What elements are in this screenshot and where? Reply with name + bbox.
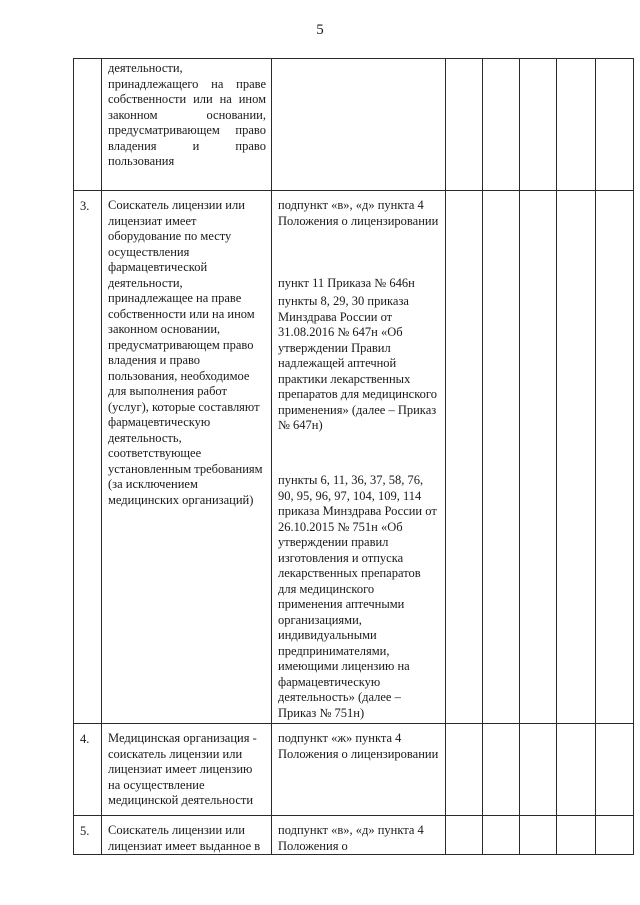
answer-cell [483,191,520,724]
row-number: 4. [80,732,90,746]
answer-cell [520,816,557,855]
reference-text: подпункт «в», «д» пункта 4 Положения о лицензировании [278,198,439,228]
reference-text: пункты 6, 11, 36, 37, 58, 76, 90, 95, 96, 97, 104, 109, 114 приказа Минздрава России от 26.10.2015 № 751н «Об утверждении правил изготовления и отпуска лекарственных препаратов для медицинского применения аптечными организациями, индивидуальными предпринимателями, имеющими лицензию на фармацевтическую деятельность» (далее – Приказ № 751н) [278,473,437,720]
table-row [74,59,634,191]
answer-cell [557,816,596,855]
answer-cell [446,724,483,816]
answer-cell [446,59,483,191]
number-cell [74,816,102,855]
requirement-line: законном основании, [108,107,266,122]
answer-cell [520,59,557,191]
reference-text: подпункт «ж» пункта 4 Положения о лицензировании [278,731,439,761]
number-cell [74,724,102,816]
checklist-table [73,58,634,855]
answer-cell [483,59,520,191]
notes-cell [596,59,634,191]
answer-cell [520,191,557,724]
requirement-line: предусматривающем право [108,123,266,137]
requirement-line: деятельности, [108,61,183,75]
answer-cell [557,724,596,816]
requirement-text: Соискатель лицензии или лицензиат имеет выданное в [108,823,261,853]
number-cell [74,59,102,191]
reference-text: пункт 11 Приказа № 646н [278,276,415,290]
page-number: 5 [316,22,324,38]
requirement-line: собственности или на ином [108,92,266,106]
reference-cell [272,724,446,816]
answer-cell [483,816,520,855]
table-row [74,816,634,855]
number-cell [74,191,102,724]
reference-cell [272,59,446,191]
notes-cell [596,191,634,724]
notes-cell [596,816,634,855]
answer-cell [483,724,520,816]
table-row [74,724,634,816]
reference-cell [272,191,446,724]
reference-text: подпункт «в», «д» пункта 4 Положения о [278,823,424,853]
requirement-cell [102,59,272,191]
table-row [74,191,634,724]
answer-cell [520,724,557,816]
row-number: 3. [80,199,90,213]
requirement-cell [102,191,272,724]
requirement-text: Соискатель лицензии или лицензиат имеет оборудование по месту осуществления фармацевтической деятельности, принадлежащее на праве собственности или на ином законном основании, предусматривающем право владения и право пользования, необходимое для выполнения работ (услуг), которые составляют фармацевтическую деятельность, соответствующее установленным требованиям (за исключением медицинских организаций) [108,198,263,507]
row-number: 5. [80,824,90,838]
requirement-line: принадлежащего на праве [108,76,266,91]
reference-cell [272,816,446,855]
answer-cell [446,191,483,724]
requirement-cell [102,816,272,855]
requirement-line: пользования [108,154,175,168]
requirement-text: Медицинская организация - соискатель лицензии или лицензиат имеет лицензию на осуществление медицинской деятельности [108,731,257,807]
reference-text: пункты 8, 29, 30 приказа Минздрава России от 31.08.2016 № 647н «Об утверждении Правил надлежащей аптечной практики лекарственных препаратов для медицинского применения» (далее – Приказ № 647н) [278,294,437,432]
answer-cell [446,816,483,855]
requirement-line: владения и право [108,138,266,153]
answer-cell [557,59,596,191]
notes-cell [596,724,634,816]
requirement-cell [102,724,272,816]
answer-cell [557,191,596,724]
